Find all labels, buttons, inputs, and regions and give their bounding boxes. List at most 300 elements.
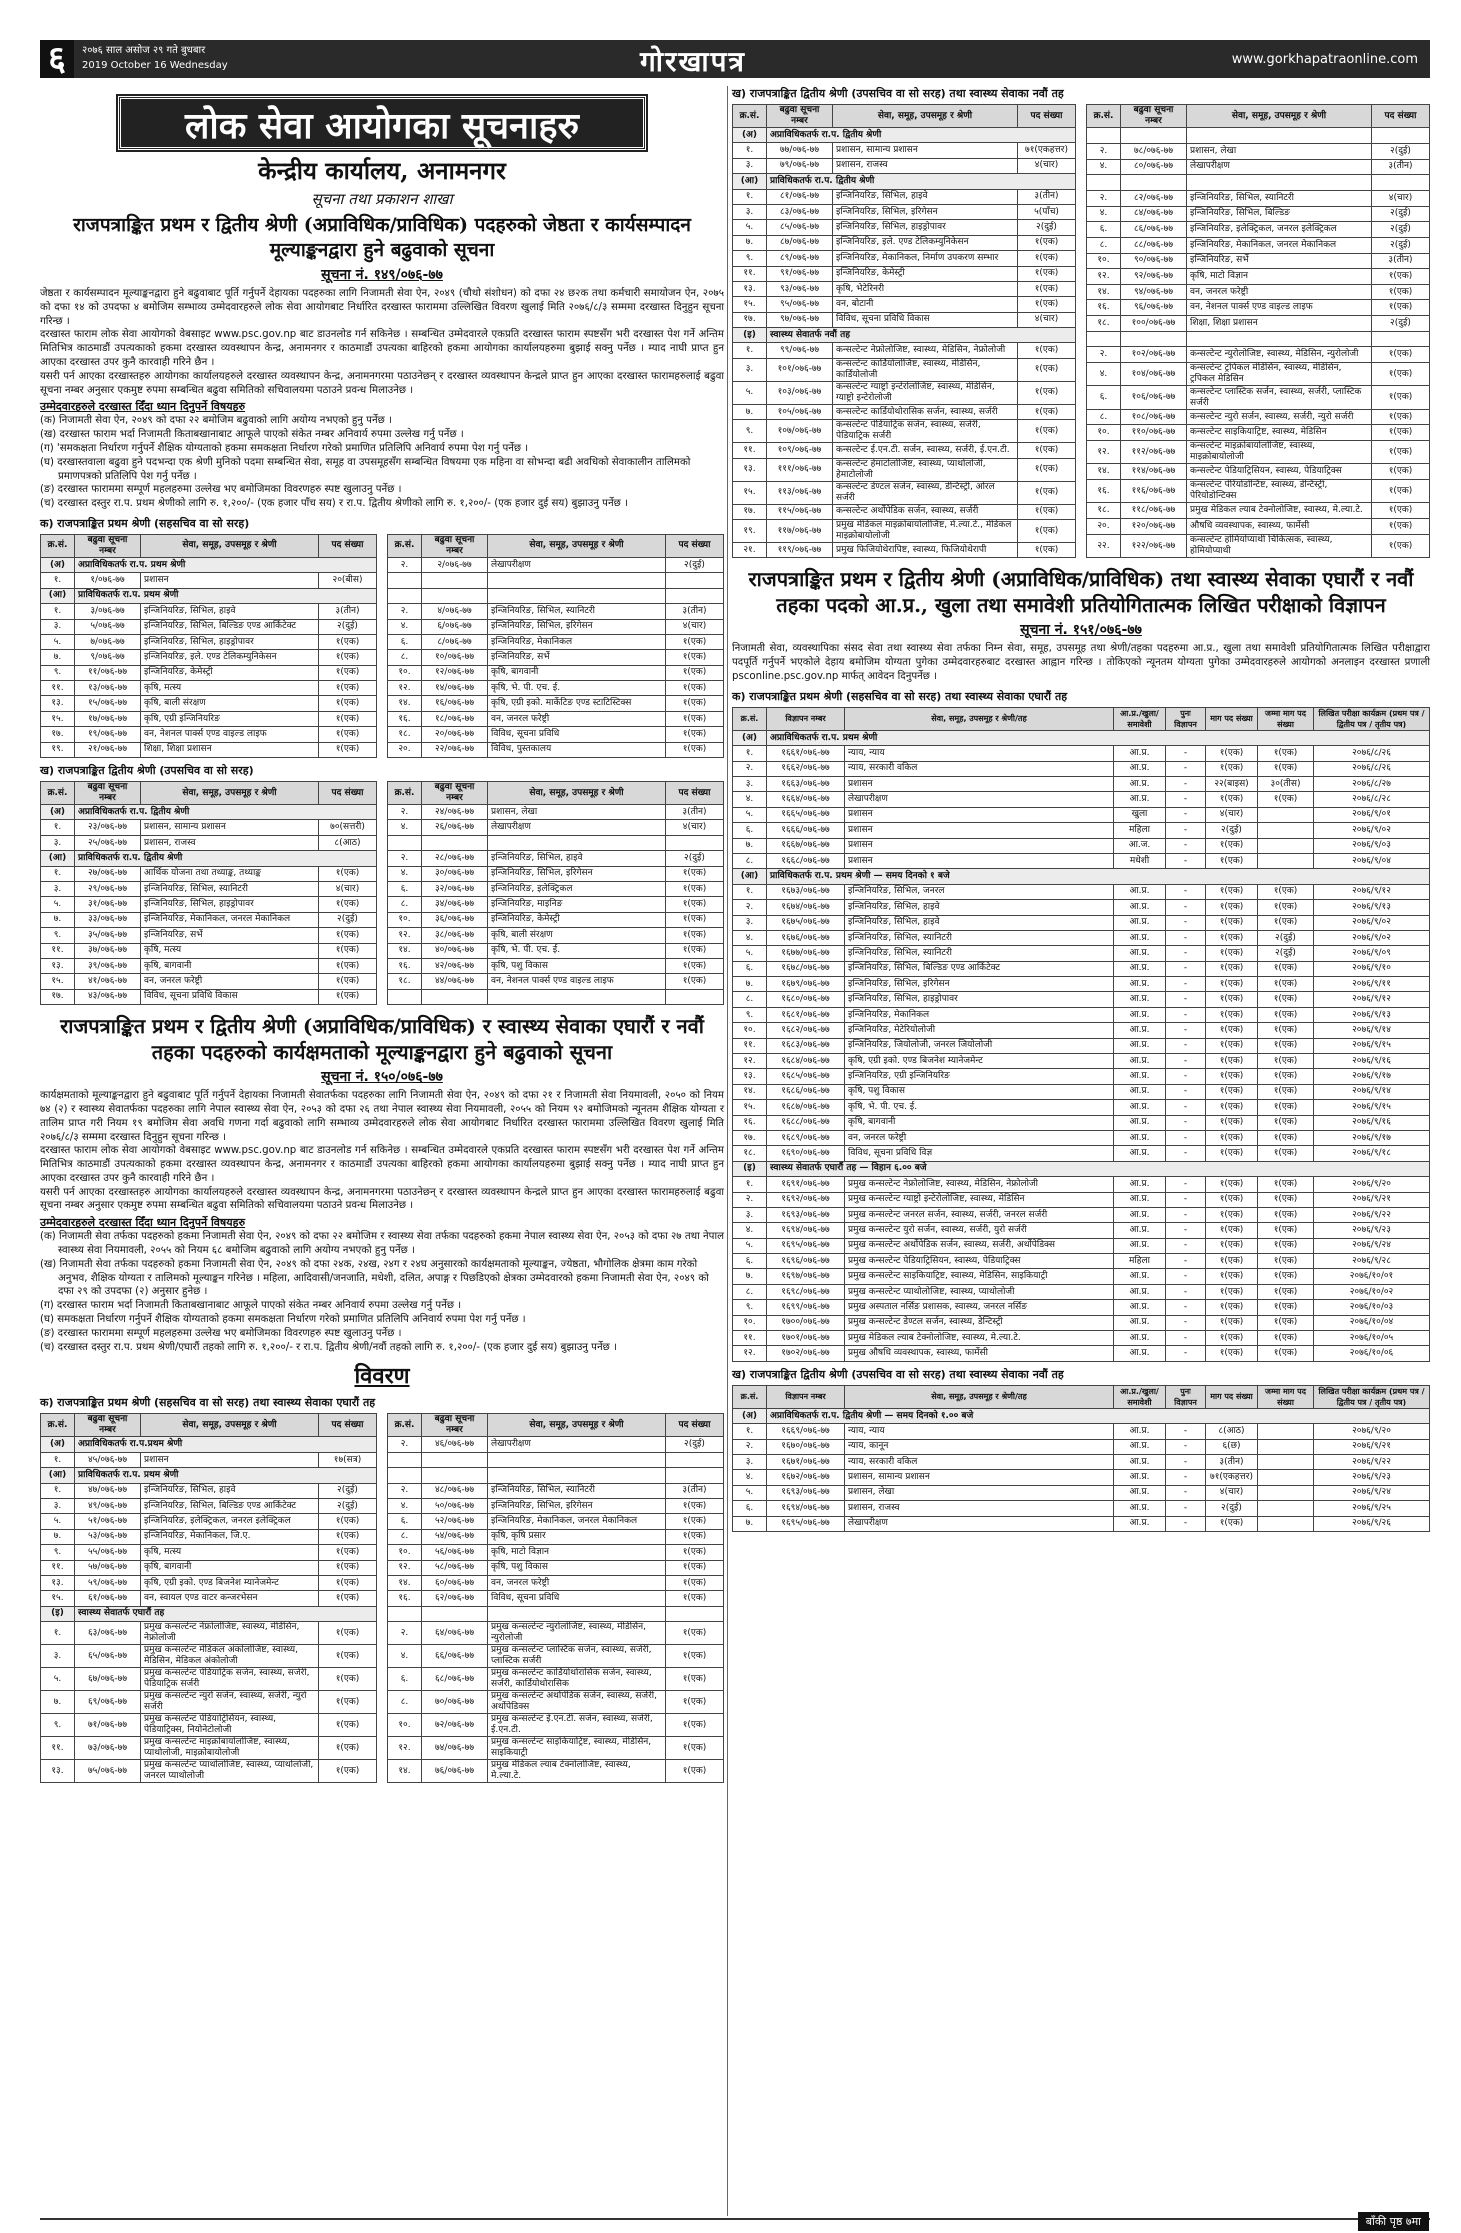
table-cell: कन्सल्टेन्ट पेरियोडोन्टिष्ट, स्वास्थ्य, डेन्टिस्ट्री, पेरियोडोन्टिक्स [1187, 480, 1372, 503]
table-cell: ४(चार) [1206, 807, 1258, 822]
table-cell: १(एक) [1206, 977, 1258, 992]
table-cell: ११. [41, 681, 75, 696]
table-cell: इन्जिनियरिङ, इलेक्ट्रिकल [488, 881, 666, 896]
table-cell: १०. [388, 665, 422, 680]
table-cell: ६. [733, 961, 767, 976]
table-row [733, 992, 1430, 1007]
table-row [733, 915, 1430, 930]
table-row [388, 696, 724, 711]
table-cell: ३(तीन) [1018, 189, 1076, 204]
table-cell: १(एक) [1206, 900, 1258, 915]
table-cell: १२. [733, 1054, 767, 1069]
table-cell: २०७६/९/२८ [1314, 1254, 1430, 1269]
table-row [733, 404, 1076, 419]
table-cell: अप्राविधिकतर्फ रा.प.प्रथम श्रेणी [75, 1437, 377, 1452]
table-cell [1258, 1424, 1314, 1439]
table-cell: १(एक) [1018, 520, 1076, 543]
table-cell [1258, 1501, 1314, 1516]
table-cell: स्वास्थ्य सेवातर्फ एघारौं तह — विहान ६.०० बजे [767, 1161, 1430, 1176]
table-header-row [733, 1385, 1430, 1408]
table-cell: २०७६/९/०२ [1314, 915, 1430, 930]
table-d [732, 104, 1430, 558]
table-header-cell: क्र.सं. [1087, 105, 1121, 128]
table-row [733, 1223, 1430, 1238]
table-cell: १६. [388, 958, 422, 973]
table-cell: ३३/०७६-७७ [75, 912, 141, 927]
table-cell: १(एक) [1206, 915, 1258, 930]
table-cell: १(एक) [319, 866, 377, 881]
table-cell: २(दुई) [666, 1437, 724, 1452]
table-cell: १६. [388, 711, 422, 726]
table-cell: १(एक) [1018, 235, 1076, 250]
table-cell: १(एक) [1018, 404, 1076, 419]
table-e [732, 707, 1430, 1362]
notice1-para: यसरी पर्न आएका दरखास्तहरु आयोगका कार्यालयहरुले दरखास्त व्यवस्थापन केन्द्र, अनामनगरमा पठाउनेछन् र दरखास्त व्यवस्थापन केन्द्रले प्राप्त हुन आएका दरखास्त फारामहरुलाई बढुवा सूचना नम्बर अनुसार एकमुष्ट रुपमा सम्बन्धित बढुवा समितिको सचिवालयमा पठाउने प्रवन्ध मिलाउनेछ । [40, 370, 724, 396]
table-row [388, 820, 724, 835]
table-cell: वन, जनरल फरेष्ट्री [488, 1575, 666, 1590]
table-cell: २०७६/८/२६ [1314, 761, 1430, 776]
table-cell: आ.प्र. [1114, 1084, 1166, 1099]
table-cell: इन्जिनियरिङ, माइनिङ [488, 897, 666, 912]
table-row [733, 1470, 1430, 1485]
table-cell [422, 573, 488, 588]
table-cell [1372, 128, 1430, 144]
table-cell: १(एक) [1206, 1223, 1258, 1238]
table-cell: ८. [388, 1529, 422, 1544]
table-cell: १६९८/०७६-७७ [767, 1284, 845, 1299]
table-cell: - [1166, 1115, 1206, 1130]
table-cell: ७१(एकहत्तर) [1206, 1470, 1258, 1485]
table-cell: १८. [1087, 316, 1121, 332]
table-cell: २२/०७६-७७ [422, 742, 488, 757]
table-cell [388, 835, 422, 850]
table-cell: १(एक) [319, 1560, 377, 1575]
table-cell: १. [41, 1452, 75, 1467]
table-cell: १४. [388, 1760, 422, 1783]
table-cell: इन्जिनियरिङ, सिभिल, स्यानिटरी [488, 1483, 666, 1498]
date-nepali: २०७६ साल असोज २९ गते बुधबार [82, 45, 206, 56]
table-cell: १(एक) [1206, 1146, 1258, 1161]
table-cell: १७०१/०७६-७७ [767, 1331, 845, 1346]
table-cell: १(एक) [1018, 358, 1076, 381]
table-cell: इन्जिनियरिङ, केमेस्ट्री [141, 665, 319, 680]
table-cell: २०७६/९/०४ [1314, 853, 1430, 868]
table-cell: कृषि, बागवानी [845, 1115, 1114, 1130]
table-cell: आ.प्र. [1114, 1346, 1166, 1361]
table-cell: १(एक) [319, 650, 377, 665]
table-cell: ७८/०७६-७७ [1121, 144, 1187, 160]
table-cell: ६८/०७६-७७ [422, 1668, 488, 1691]
table-cell: प्रमुख कन्सल्टेन्ट न्युरो सर्जन, स्वास्थ्य, सर्जरी, न्युरो सर्जरी [141, 1691, 319, 1714]
table-cell: १६. [1087, 480, 1121, 503]
table-cell: ६/०७६-७७ [422, 619, 488, 634]
table-cell: २. [388, 604, 422, 619]
table-header-cell: पद संख्या [319, 534, 377, 557]
table-header-row [41, 534, 377, 557]
table-cell [1187, 175, 1372, 191]
table-cell: १(एक) [1258, 1300, 1314, 1315]
table-cell: १. [733, 143, 767, 158]
table-cell: १(एक) [666, 1560, 724, 1575]
table-cell: ७. [733, 1269, 767, 1284]
table-cell: २(दुई) [319, 1483, 377, 1498]
table-cell: २(दुई) [1372, 222, 1430, 238]
table-cell: १(एक) [1206, 1300, 1258, 1315]
table-cell: स्वास्थ्य सेवातर्फ एघारौं तह [75, 1606, 377, 1621]
bottom-rule [40, 2218, 1430, 2220]
table-cell: १(एक) [1372, 363, 1430, 386]
table-cell [1121, 175, 1187, 191]
table-header-cell: लिखित परीक्षा कार्यक्रम (प्रथम पत्र / द्वितीय पत्र / तृतीय पत्र) [1314, 707, 1430, 730]
table-row [41, 912, 377, 927]
table-cell: ६६/०७६-७७ [422, 1645, 488, 1668]
table-cell: ११७/०७६-७७ [767, 520, 833, 543]
table-cell: २७/०७६-७७ [75, 866, 141, 881]
table-row [733, 458, 1076, 481]
table-cell: १. [41, 866, 75, 881]
table-cell: १(एक) [1258, 1238, 1314, 1253]
table-cell: १(एक) [319, 897, 377, 912]
table-cell: प्रशासन [845, 853, 1114, 868]
table-header-row [388, 782, 724, 805]
table-cell: १(एक) [319, 1514, 377, 1529]
table-cell: प्रमुख कन्सल्टेन्ट युरो सर्जन, स्वास्थ्य, सर्जरी, युरो सर्जरी [845, 1223, 1114, 1238]
issue-dates [82, 43, 228, 73]
table-header-cell: लिखित परीक्षा कार्यक्रम (प्रथम पत्र / द्वितीय पत्र / तृतीय पत्र) [1314, 1385, 1430, 1408]
table-cell: १६७३/०७६-७७ [767, 884, 845, 899]
table-cell: ७९/०७६-७७ [767, 158, 833, 173]
table-cell: १२. [1087, 269, 1121, 285]
table-header-cell: क्र.सं. [733, 707, 767, 730]
table-row [1087, 300, 1430, 316]
table-row [1087, 206, 1430, 222]
table-cell: १(एक) [1206, 1254, 1258, 1269]
table-cell: प्रमुख कन्सल्टेन्ट अर्थोपेडिक सर्जन, स्वास्थ्य, सर्जरी, अर्थोपेडिक्स [845, 1238, 1114, 1253]
table-cell: २०७६/९/१६ [1314, 1115, 1430, 1130]
table-cell: ४८/०७६-७७ [422, 1483, 488, 1498]
table-cell: १९/०७६-७७ [75, 727, 141, 742]
table-cell: ८०/०७६-७७ [1121, 159, 1187, 175]
table-cell: कृषि, भे. पी. एच. ई. [488, 681, 666, 696]
table-cell: १७. [733, 312, 767, 327]
table-row [733, 1192, 1430, 1207]
table-row [733, 900, 1430, 915]
table-cell: प्रशासन, सामान्य प्रशासन [141, 820, 319, 835]
table-cell: ९. [41, 928, 75, 943]
table-cell: २०(बीस) [319, 573, 377, 588]
table-cell: १(एक) [1258, 761, 1314, 776]
table-cell: इन्जिनियरिङ, सिभिल, हाइवे [141, 1483, 319, 1498]
table-row [733, 220, 1076, 235]
table-row [733, 730, 1430, 745]
table-header-cell: जम्मा माग पद संख्या [1258, 1385, 1314, 1408]
table-cell: - [1166, 1038, 1206, 1053]
table-cell: इन्जिनियरिङ, सिभिल, हाइड्रोपावर [833, 220, 1018, 235]
table-row [733, 543, 1076, 558]
table-cell: - [1166, 961, 1206, 976]
table-cell: १७०२/०७६-७७ [767, 1346, 845, 1361]
table-row [388, 1545, 724, 1560]
notice2-para: दरखास्त फाराम लोक सेवा आयोगको वेबसाइट www.psc.gov.np बाट डाउनलोड गर्न सकिनेछ । सम्बन्धित उम्मेदवारले एकप्रति दरखास्त फाराम स्पष्टसँग भरी दरखास्त पेश गर्ने अन्तिम मितिभित्र काठमाडौं उपत्यकाको हकमा दरखास्त व्यवस्थापन केन्द्र, अनामनगर र काठमाडौं उपत्यका बाहिरको हकमा आयोगका कार्यालयहरुमा बुझाई सक्नु पर्नेछ । म्याद नाघी प्राप्त हुन आएका दरखास्त उपर कुनै कारवाही गरिने छैन । [40, 1145, 724, 1184]
table-cell: १६. [388, 1591, 422, 1606]
table-cell: कृषि, बाली संरक्षण [141, 696, 319, 711]
table-cell: - [1166, 1207, 1206, 1222]
table-cell: १६८७/०७६-७७ [767, 1100, 845, 1115]
table-cell: १(एक) [1258, 961, 1314, 976]
table-cell: १५/०७६-७७ [75, 696, 141, 711]
table-cell: ४. [733, 1470, 767, 1485]
table-cell: १(एक) [1018, 343, 1076, 358]
table-cell: १९. [41, 742, 75, 757]
table-row [733, 1485, 1430, 1500]
table-cell: १. [41, 604, 75, 619]
table-b-title: ख) राजपत्राङ्कित द्वितीय श्रेणी (उपसचिव वा सो सरह) [40, 764, 254, 778]
table-cell: आ.प्र. [1114, 915, 1166, 930]
table-cell: २(दुई) [1372, 237, 1430, 253]
table-cell: ७०/०७६-७७ [422, 1691, 488, 1714]
table-cell: १(एक) [666, 665, 724, 680]
table-cell: १(एक) [666, 711, 724, 726]
table-cell: १(एक) [666, 681, 724, 696]
table-cell: २०७६/९/१६ [1314, 1054, 1430, 1069]
table-cell: १२. [388, 681, 422, 696]
table-cell: कन्सल्टेन्ट ट्रपिकल मेडिसिन, स्वास्थ्य, मेडिसिन, ट्रपिकल मेडिसिन [1187, 363, 1372, 386]
table-cell: ९. [41, 1545, 75, 1560]
table-cell: ७. [41, 1529, 75, 1544]
table-cell: प्रशासन [845, 823, 1114, 838]
table-cell: १६८१/०७६-७७ [767, 1007, 845, 1022]
table-cell [666, 588, 724, 603]
table-cell: १. [733, 1177, 767, 1192]
table-cell: १(एक) [1018, 381, 1076, 404]
notice3-title: राजपत्राङ्कित प्रथम र द्वितीय श्रेणी (अप्राविधिक/प्राविधिक) तथा स्वास्थ्य सेवाका एघारौं र नवौं तहका पदको आ.प्र., खुला तथा समावेशी प्रतियोगितात्मक लिखित परीक्षाको विज्ञापन [748, 567, 1414, 618]
table-cell: १(एक) [1372, 441, 1430, 464]
table-cell [1121, 128, 1187, 144]
website-link[interactable]: www.gorkhapatraonline.com [1231, 52, 1418, 67]
instruction-item: (च) दरखास्त दस्तुर रा.प. प्रथम श्रेणी/एघारौं तहको लागि रु. १,२००/- र रा.प. द्वितीय श्रेणी/नवौं तहको लागि रु. १,२००/- (एक हजार दुई सय) बुझाउनु पर्नेछ । [40, 1341, 617, 1353]
table-cell: ४४/०७६-७७ [422, 974, 488, 989]
table-cell: इन्जिनियरिङ, मेकानिकल, निर्माण उपकरण सम्भार [833, 251, 1018, 266]
table-row [41, 1437, 377, 1452]
table-cell: इन्जिनियरिङ, सर्भे [1187, 253, 1372, 269]
table-cell: ११. [733, 1038, 767, 1053]
table-cell: १(एक) [319, 928, 377, 943]
table-cell: १(एक) [1258, 1146, 1314, 1161]
table-cell: ७५/०७६-७७ [75, 1760, 141, 1783]
table-cell: २५/०७६-७७ [75, 835, 141, 850]
table-cell: १(एक) [1018, 543, 1076, 558]
table-cell: १५. [733, 481, 767, 504]
table-cell: ७. [41, 1691, 75, 1714]
table-cell: वन, जनरल फरेष्ट्री [141, 974, 319, 989]
table-cell: इन्जिनियरिङ, सिभिल, बिल्डिङ [1187, 206, 1372, 222]
table-header-cell: पद संख्या [319, 782, 377, 805]
table-cell: ७. [41, 650, 75, 665]
table-cell: १(एक) [1018, 251, 1076, 266]
table-cell: - [1166, 1470, 1206, 1485]
table-cell: १४. [388, 1575, 422, 1590]
table-cell: विविध, सूचना प्रविधि [488, 727, 666, 742]
table-a-right [387, 534, 724, 758]
table-header-cell: विज्ञापन नम्बर [767, 707, 845, 730]
table-cell: वन, जनरल फरेष्ट्री [845, 1130, 1114, 1145]
table-cell: १(एक) [319, 1737, 377, 1760]
table-cell: १६७१/०७६-७७ [767, 1455, 845, 1470]
table-cell: प्रमुख कन्सल्टेन्ट नेफ्रोलोजिष्ट, स्वास्थ्य, मेडिसिन, नेफ्रोलोजी [845, 1177, 1114, 1192]
table-cell: २०७६/९/१४ [1314, 1023, 1430, 1038]
table-cell: १(एक) [1018, 481, 1076, 504]
table-cell: १(एक) [1206, 1315, 1258, 1330]
table-row [733, 930, 1430, 945]
table-cell: प्रमुख कन्सल्टेन्ट साइकियाट्रिष्ट, स्वास्थ्य, मेडिसिन, साइकियाट्री [845, 1269, 1114, 1284]
table-cell [388, 1468, 422, 1483]
table-cell [488, 573, 666, 588]
table-cell: १७. [41, 989, 75, 1004]
table-row [41, 1622, 377, 1645]
table-row [41, 1606, 377, 1621]
table-cell: महिला [1114, 1254, 1166, 1269]
table-cell [1187, 331, 1372, 347]
table-cell: १(एक) [1258, 1346, 1314, 1361]
table-cell: १(एक) [666, 1737, 724, 1760]
table-cell: २०. [1087, 519, 1121, 535]
table-row [733, 235, 1076, 250]
table-cell: ६०/०७६-७७ [422, 1575, 488, 1590]
table-cell: प्राविधिकतर्फ रा.प. प्रथम श्रेणी [75, 1468, 377, 1483]
table-row [388, 1483, 724, 1498]
table-cell: कृषि, माटो विज्ञान [1187, 269, 1372, 285]
table-header-cell: पद संख्या [666, 782, 724, 805]
table-cell: १(एक) [1206, 746, 1258, 761]
table-row [733, 1315, 1430, 1330]
table-cell [1087, 175, 1121, 191]
table-row [733, 1069, 1430, 1084]
table-cell: इन्जिनियरिङ, सिभिल, बिल्डिङ एण्ड आर्किटेक्ट [141, 619, 319, 634]
table-row [41, 1529, 377, 1544]
instruction-item: (क) निजामती सेवा ऐन, २०४९ को दफा २२ बमोजिम बढुवाको लागि अयोग्य नभएको हुनु पर्नेछ । [40, 415, 392, 427]
table-cell: १(एक) [319, 1691, 377, 1714]
table-cell: १(एक) [319, 1714, 377, 1737]
table-cell: ४. [1087, 206, 1121, 222]
table-cell: २०७६/९/२१ [1314, 1439, 1430, 1454]
table-cell: १४/०७६-७७ [422, 681, 488, 696]
table-cell: इन्जिनियरिङ, मेकानिकल, जि.ए. [141, 1529, 319, 1544]
table-cell: आ.प्र. [1114, 792, 1166, 807]
table-cell: वन, जनरल फरेष्ट्री [488, 711, 666, 726]
table-cell: ९. [733, 420, 767, 443]
table-cell: (अ) [733, 1408, 767, 1423]
table-cell: - [1166, 1146, 1206, 1161]
table-cell: १(एक) [1018, 266, 1076, 281]
table-cell: - [1166, 838, 1206, 853]
table-cell: ११. [733, 1331, 767, 1346]
newspaper-name: गोरखापत्र [640, 45, 746, 78]
table-cell: इन्जिनियरिङ, सिभिल, स्यानिटरी [845, 930, 1114, 945]
table-cell: १६६९/०७६-७७ [767, 1424, 845, 1439]
table-cell: कृषि, एग्री इको. मार्केटिङ एण्ड स्टाटिस्टिक्स [488, 696, 666, 711]
table-cell: १(एक) [1018, 458, 1076, 481]
table-header-cell: सेवा, समूह, उपसमूह र श्रेणी [833, 105, 1018, 128]
table-cell: ७१/०७६-७७ [75, 1714, 141, 1737]
table-cell: ३(तीन) [319, 604, 377, 619]
table-row [733, 1269, 1430, 1284]
table-cell: ४६/०७६-७७ [422, 1437, 488, 1452]
table-cell: १(एक) [666, 1668, 724, 1691]
table-cell: ११०/०७६-७७ [1121, 425, 1187, 441]
table-cell: कृषि, पशु विकास [488, 958, 666, 973]
table-cell: कृषि, मत्स्य [141, 943, 319, 958]
table-cell: ५४/०७६-७७ [422, 1529, 488, 1544]
table-cell: इन्जिनियरिङ, सिभिल, हाइड्रोपावर [845, 992, 1114, 1007]
table-header-cell: पद संख्या [319, 1414, 377, 1437]
table-header-cell: पद संख्या [666, 534, 724, 557]
table-cell: इन्जिनियरिङ, सिभिल, इरिगेसन [833, 204, 1018, 219]
table-cell: आ.प्र. [1114, 746, 1166, 761]
notice2-para: कार्यक्षमताको मूल्याङ्कनद्वारा हुने बढुवाबाट पूर्ति गर्नुपर्ने देहायका निजामती सेवातर्फका पदहरुका लागि निजामती सेवा ऐन, २०४९ को दफा २१ र निजामती सेवा नियमावली, २०५० को नियम ७४ (२) र स्वास्थ्य सेवातर्फका पदहरुका लागि नेपाल स्वास्थ्य सेवा ऐन, २०५३ को दफा २६ तथा नेपाल स्वास्थ्य सेवा नियमावली, २०५५ को नियम ९२ बमोजिमको न्यूनतम शैक्षिक योग्यता र तालिम प्राप्त गरी नियम १९ बमोजिम सेवा अवधि गणना गर्दा बढुवाको लागि सम्भाव्य उम्मेदवारहरुले लोक सेवा आयोगबाट निर्धारित दरखास्त फाराममा उल्लिखित विवरण खुलाई मिति २०७६/८/३ सम्ममा दरखास्त दिनुहुन सूचना गरिन्छ । [40, 1090, 724, 1143]
table-cell: ६. [733, 823, 767, 838]
table-cell: - [1166, 977, 1206, 992]
table-row [388, 974, 724, 989]
table-cell: १(एक) [1258, 792, 1314, 807]
table-cell: १५. [733, 297, 767, 312]
table-header-cell: आ.प्र./खुला/समावेशी [1114, 1385, 1166, 1408]
table-header-cell: सेवा, समूह, उपसमूह र श्रेणी [488, 1414, 666, 1437]
table-cell: १. [733, 343, 767, 358]
table-cell: ९. [41, 1714, 75, 1737]
table-cell: २. [388, 1622, 422, 1645]
table-cell: १(एक) [666, 943, 724, 958]
table-cell: २(दुई) [319, 1499, 377, 1514]
table-cell: १(एक) [319, 958, 377, 973]
table-cell: २०७६/९/१३ [1314, 900, 1430, 915]
table-cell: ३. [733, 776, 767, 791]
banner-title: लोक सेवा आयोगका सूचनाहरु [118, 96, 646, 150]
table-cell [388, 573, 422, 588]
table-cell: १(एक) [666, 897, 724, 912]
table-cell: कृषि, पशु विकास [488, 1560, 666, 1575]
table-row [733, 158, 1076, 173]
table-cell: आ.प्र. [1114, 1207, 1166, 1222]
table-cell: - [1166, 1223, 1206, 1238]
table-row [733, 776, 1430, 791]
table-cell: न्याय, न्याय [845, 746, 1114, 761]
table-cell: २१. [733, 543, 767, 558]
table-cell: १(एक) [1372, 503, 1430, 519]
table-cell [1258, 807, 1314, 822]
table-cell: विविध, सूचना प्रविधि [488, 1591, 666, 1606]
table-cell: ११. [733, 266, 767, 281]
table-cell: ११/०७६-७७ [75, 665, 141, 680]
table-row [41, 665, 377, 680]
table-cell: १(एक) [666, 650, 724, 665]
table-cell: ७. [41, 912, 75, 927]
table-cell: ४(चार) [319, 881, 377, 896]
table-cell: इन्जिनियरिङ, मेकानिकल, जनरल मेकानिकल [488, 1514, 666, 1529]
table-row [733, 251, 1076, 266]
table-cell: शिक्षा, शिक्षा प्रशासन [141, 742, 319, 757]
table-cell: आ.प्र. [1114, 977, 1166, 992]
table-cell: १(एक) [1206, 1100, 1258, 1115]
table-cell: ३(तीन) [1372, 253, 1430, 269]
table-cell: १(एक) [1206, 1346, 1258, 1361]
table-cell: ९३/०७६-७७ [767, 281, 833, 296]
table-cell: आ.प्र. [1114, 1300, 1166, 1315]
table-cell: कन्सल्टेन्ट होमियोप्याथी चिकित्सक, स्वास्थ्य, होमियोप्याथी [1187, 534, 1372, 558]
table-cell: १(एक) [666, 1529, 724, 1544]
table-cell: ३. [41, 1645, 75, 1668]
table-row [41, 557, 377, 572]
table-cell [666, 989, 724, 1004]
